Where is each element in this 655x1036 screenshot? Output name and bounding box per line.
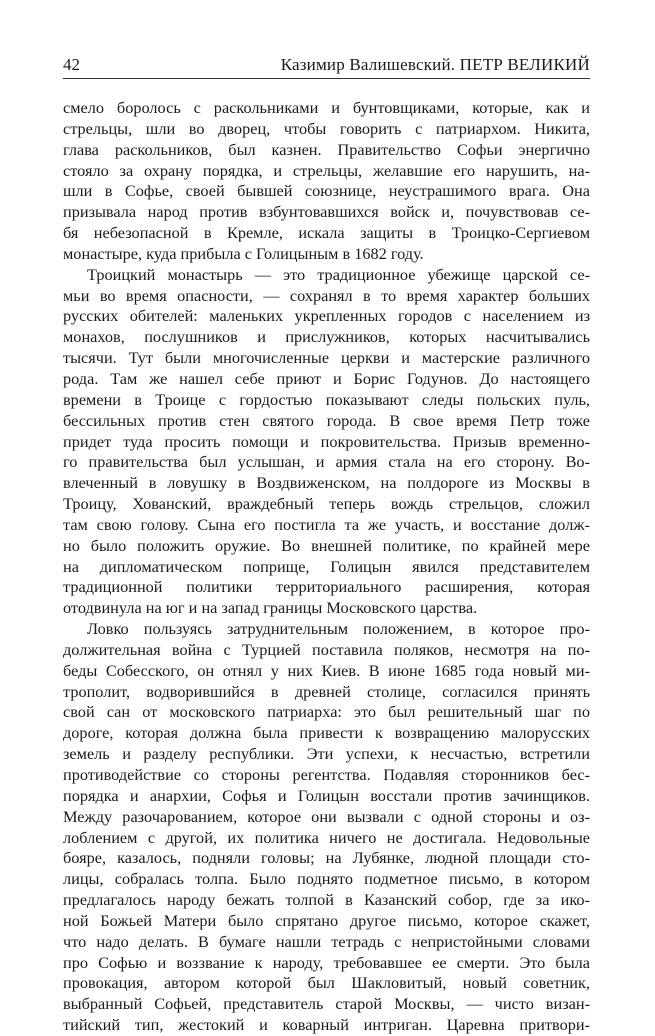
- text-line: отодвинула на юг и на запад границы Московского царства.: [63, 598, 478, 618]
- text-line: трополит, водворившийся в древней столице, согласился принять: [63, 681, 590, 701]
- text-line: но было положить оружие. Во внешней политике, по крайней мере: [63, 535, 590, 555]
- text-line: тийский тип, жестокий и коварный интриган. Царевна притвори-: [63, 1015, 590, 1035]
- text-line: бя небезопасной в Кремле, искала защиты в Троицко-Сергиевом: [63, 223, 590, 243]
- text-line: Троицкий монастырь — это традиционное убежище царской се-: [87, 264, 590, 284]
- text-line: земель и разделу республики. Эти успехи, к несчастью, встретили: [63, 744, 590, 764]
- text-line: влеченный в ловушку в Воздвиженском, на полдороге из Москвы в: [63, 473, 590, 493]
- text-line: на дипломатическом поприще, Голицын явился представителем: [63, 556, 590, 576]
- running-header: [63, 52, 590, 79]
- text-line: дороге, которая должна была привести к возвращению малорусских: [63, 723, 590, 743]
- text-line: рода. Там же нашел себе приют и Борис Годунов. До настоящего: [63, 368, 590, 388]
- running-title: Казимир Валишевский. ПЕТР ВЕЛИКИЙ: [280, 55, 590, 74]
- paragraph: [63, 265, 590, 619]
- body-text: [63, 98, 590, 1036]
- text-line: времени в Троице с гордостью показывают следы польских пуль,: [63, 389, 590, 409]
- text-line: тысячи. Тут были многочисленные церкви и мастерские различного: [63, 348, 590, 368]
- text-line: стояло за охрану порядка, и стрельцы, желавшие его нарушить, на-: [63, 160, 590, 180]
- text-line: призывала народ против взбунтовавшихся войск и, почувствовав се-: [63, 202, 590, 222]
- text-line: придет туда просить помощи и покровительства. Призыв временно-: [63, 431, 590, 451]
- text-line: мьи во время опасности, — сохранял в то время характер больших: [63, 285, 590, 305]
- text-line: ной Божьей Матери было спрятано другое письмо, которое скажет,: [63, 910, 590, 930]
- text-line: смело боролось с раскольниками и бунтовщиками, которые, как и: [63, 98, 590, 117]
- text-line: русских обителей: маленьких укрепленных городов с населением из: [63, 306, 590, 326]
- paragraph: [63, 98, 590, 265]
- text-line: монахов, послушников и прислужников, которых насчитывались: [63, 327, 590, 347]
- text-line: Между разочарованием, которое они вызвали с одной стороны и оз-: [63, 806, 590, 826]
- text-line: предлагалось народу бежать толпой в Казанский собор, где за ико-: [63, 890, 590, 910]
- text-line: свой сан от московского патриарха: это был решительный шаг по: [63, 702, 590, 722]
- text-line: что надо делать. В бумаге нашли тетрадь с непристойными словами: [63, 931, 590, 951]
- text-line: про Софью и воззвание к народу, требовавшее ее смерти. Это была: [63, 952, 590, 972]
- text-line: должительная война с Турцией поставила поляков, несмотря на по-: [63, 639, 590, 659]
- text-line: Троицу, Хованский, враждебный теперь вождь стрельцов, сложил: [63, 494, 590, 514]
- text-line: стрельцы, шли во дворец, чтобы говорить с патриархом. Никита,: [63, 118, 590, 138]
- text-line: выбранный Софьей, представитель старой Москвы, — чисто визан-: [63, 994, 590, 1014]
- text-line: бессильных против стен святого города. В свое время Петр тоже: [63, 410, 590, 430]
- page-number: 42: [63, 55, 80, 74]
- text-line: беды Собесского, он отнял у них Киев. В июне 1685 года новый ми-: [63, 660, 590, 680]
- text-line: монастыре, куда прибыла с Голицыным в 1682 году.: [63, 243, 424, 263]
- text-line: го правительства был услышан, и армия стала на его сторону. Во-: [63, 452, 590, 472]
- text-line: лоблением с другой, их политика ничего не достигала. Недовольные: [63, 827, 590, 847]
- text-line: шли в Софье, своей бывшей союзнице, неустрашимого врага. Она: [63, 181, 590, 201]
- text-line: глава раскольников, был казнен. Правительство Софьи энергично: [63, 139, 590, 159]
- text-line: порядка и анархии, Софья и Голицын восстали против зачинщиков.: [63, 785, 590, 805]
- book-page: [63, 52, 590, 1036]
- text-line: традиционной политики территориального расширения, которая: [63, 577, 590, 597]
- text-line: бояре, казалось, подняли головы; на Лубянке, людной площади сто-: [63, 848, 590, 868]
- text-line: Ловко пользуясь затруднительным положением, в которое про-: [87, 619, 590, 639]
- text-line: противодействие со стороны регентства. Подавляя сторонников бес-: [63, 765, 590, 784]
- text-line: там свою голову. Сына его постигла та же участь, и восстание долж-: [63, 514, 590, 534]
- text-line: провокация, автором которой был Шакловитый, новый советник,: [63, 973, 590, 993]
- text-line: лицы, собралась толпа. Было поднято подметное письмо, в котором: [63, 869, 590, 889]
- paragraph: [63, 619, 590, 1036]
